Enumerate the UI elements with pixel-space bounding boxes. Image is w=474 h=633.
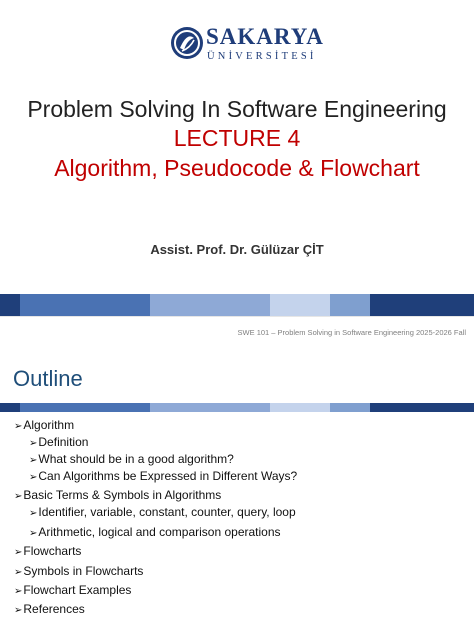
list-item — [29, 469, 297, 483]
arrow-bullet-icon: ➢ — [29, 528, 38, 539]
list-item-text: Can Algorithms be Expressed in Different Ways? — [38, 469, 298, 483]
list-item-text: Algorithm — [23, 418, 75, 432]
university-logo — [170, 24, 324, 64]
arrow-bullet-icon: ➢ — [14, 421, 23, 432]
slide-heading: Outline — [13, 366, 83, 391]
list-item-text: Arithmetic, logical and comparison operations — [38, 525, 281, 539]
list-item — [29, 452, 234, 466]
logo-brand-text: SAKARYA — [206, 24, 324, 49]
author-name: Assist. Prof. Dr. Gülüzar ÇİT — [150, 242, 324, 257]
course-title: Problem Solving In Software Engineering — [27, 96, 447, 122]
list-item — [29, 435, 88, 449]
decorative-band — [0, 294, 474, 316]
list-item-text: Definition — [38, 435, 89, 449]
arrow-bullet-icon: ➢ — [29, 438, 38, 449]
decorative-band — [0, 403, 474, 412]
slide-footer: SWE 101 – Problem Solving in Software Engineering 2025-2026 Fall — [237, 328, 466, 337]
list-item-text: Identifier, variable, constant, counter, query, loop — [38, 505, 296, 519]
list-item-text: Flowcharts — [23, 544, 82, 558]
list-item — [14, 418, 74, 432]
lecture-number: LECTURE 4 — [173, 125, 301, 151]
arrow-bullet-icon: ➢ — [14, 605, 23, 616]
list-item-text: References — [23, 602, 85, 616]
list-item — [29, 525, 281, 539]
arrow-bullet-icon: ➢ — [14, 586, 23, 597]
list-item-text: Symbols in Flowcharts — [23, 564, 144, 578]
list-item — [14, 602, 85, 616]
list-item — [14, 564, 143, 578]
arrow-bullet-icon: ➢ — [14, 491, 23, 502]
list-item-text: Flowchart Examples — [23, 583, 132, 597]
arrow-bullet-icon: ➢ — [14, 547, 23, 558]
list-item-text: What should be in a good algorithm? — [38, 452, 234, 466]
list-item — [29, 505, 296, 519]
arrow-bullet-icon: ➢ — [29, 472, 38, 483]
arrow-bullet-icon: ➢ — [29, 455, 38, 466]
lecture-subtitle: Algorithm, Pseudocode & Flowchart — [54, 155, 420, 181]
university-emblem-icon — [170, 26, 204, 60]
list-item — [14, 544, 81, 558]
list-item — [14, 583, 131, 597]
title-slide — [0, 0, 474, 316]
logo-sub-text: ÜNİVERSİTESİ — [207, 51, 317, 62]
arrow-bullet-icon: ➢ — [14, 567, 23, 578]
arrow-bullet-icon: ➢ — [29, 508, 38, 519]
list-item — [14, 488, 221, 502]
list-item-text: Basic Terms & Symbols in Algorithms — [23, 488, 222, 502]
